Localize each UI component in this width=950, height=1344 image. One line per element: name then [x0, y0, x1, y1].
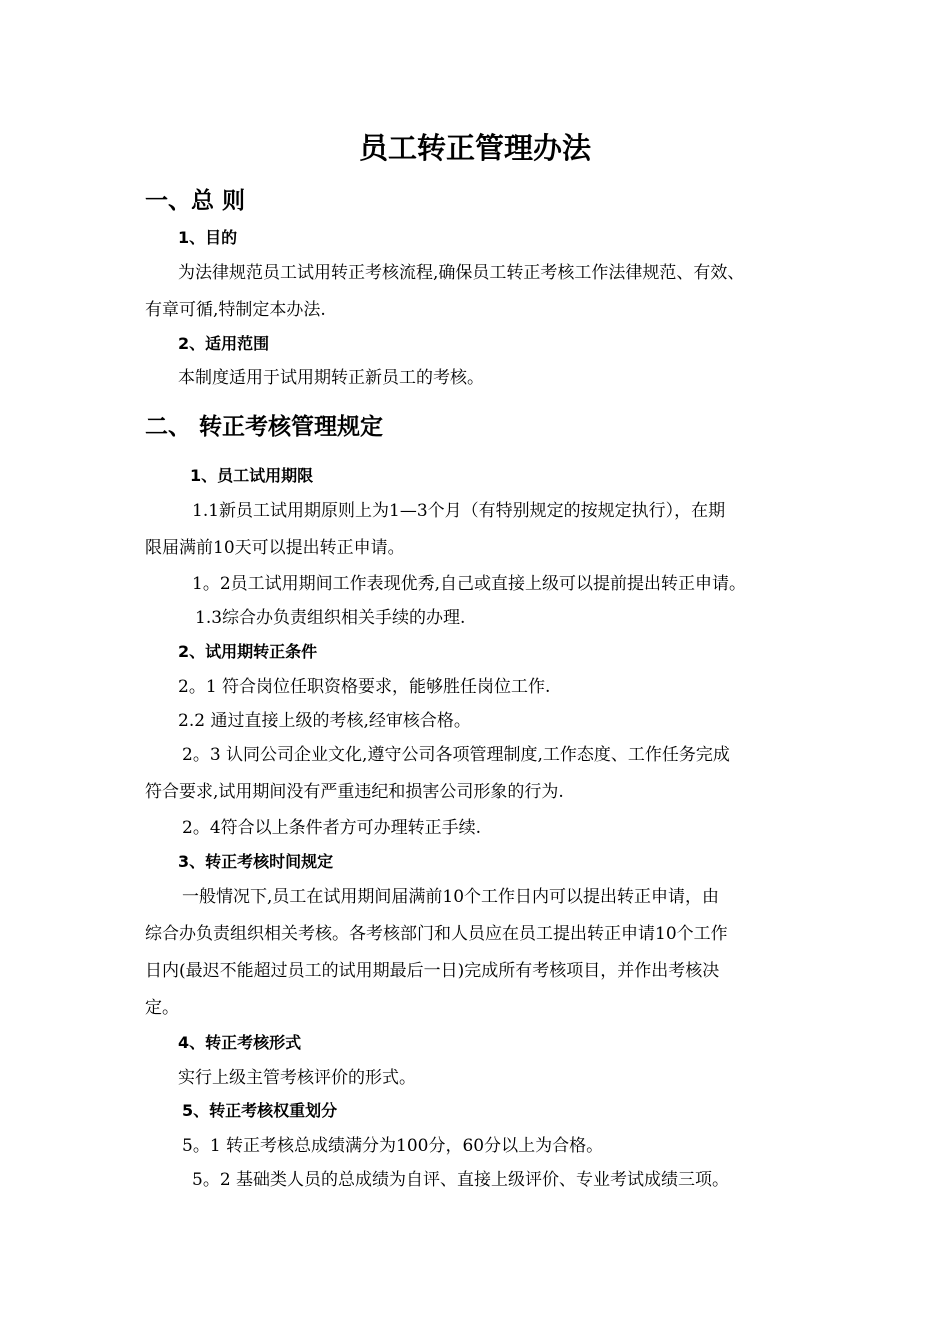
clause-line: 1.1新员工试用期原则上为1—3个月（有特别规定的按规定执行），在期 [192, 501, 726, 521]
clause-line: 限届满前10天可以提出转正申请。 [145, 538, 405, 558]
subheading-form: 4、转正考核形式 [178, 1033, 302, 1052]
paragraph-line: 本制度适用于试用期转正新员工的考核。 [178, 368, 484, 388]
section-heading-rules: 二、 转正考核管理规定 [145, 414, 384, 440]
clause-line: 2。3 认同公司企业文化,遵守公司各项管理制度,工作态度、工作任务完成 [182, 745, 730, 765]
subheading-weighting: 5、转正考核权重划分 [182, 1101, 338, 1120]
clause-line: 2.2 通过直接上级的考核,经审核合格。 [178, 711, 471, 731]
clause-line: 1.3综合办负责组织相关手续的办理. [195, 608, 466, 628]
subheading-probation-period: 1、员工试用期限 [190, 466, 314, 485]
subheading-timing: 3、转正考核时间规定 [178, 852, 334, 871]
subheading-scope: 2、适用范围 [178, 334, 270, 353]
subheading-conditions: 2、试用期转正条件 [178, 642, 318, 661]
paragraph-line: 定。 [145, 998, 179, 1018]
paragraph-line: 一般情况下,员工在试用期间届满前10个工作日内可以提出转正申请，由 [182, 887, 720, 907]
paragraph-line: 为法律规范员工试用转正考核流程,确保员工转正考核工作法律规范、有效、 [178, 263, 745, 283]
paragraph-line: 综合办负责组织相关考核。各考核部门和人员应在员工提出转正申请10个工作 [145, 924, 728, 944]
paragraph-line: 实行上级主管考核评价的形式。 [178, 1068, 416, 1088]
section-heading-general: 一、总 则 [145, 188, 246, 214]
clause-line: 符合要求,试用期间没有严重违纪和损害公司形象的行为. [145, 782, 564, 802]
clause-line: 5。2 基础类人员的总成绩为自评、直接上级评价、专业考试成绩三项。 [192, 1170, 730, 1190]
page-title: 员工转正管理办法 [358, 131, 591, 165]
paragraph-line: 日内(最迟不能超过员工的试用期最后一日)完成所有考核项目，并作出考核决 [145, 961, 720, 981]
clause-line: 1。2员工试用期间工作表现优秀,自己或直接上级可以提前提出转正申请。 [192, 574, 747, 594]
subheading-purpose: 1、目的 [178, 228, 238, 247]
clause-line: 2。1 符合岗位任职资格要求，能够胜任岗位工作. [178, 677, 551, 697]
clause-line: 2。4符合以上条件者方可办理转正手续. [182, 818, 482, 838]
clause-line: 5。1 转正考核总成绩满分为100分，60分以上为合格。 [182, 1136, 604, 1156]
paragraph-line: 有章可循,特制定本办法. [145, 300, 326, 320]
